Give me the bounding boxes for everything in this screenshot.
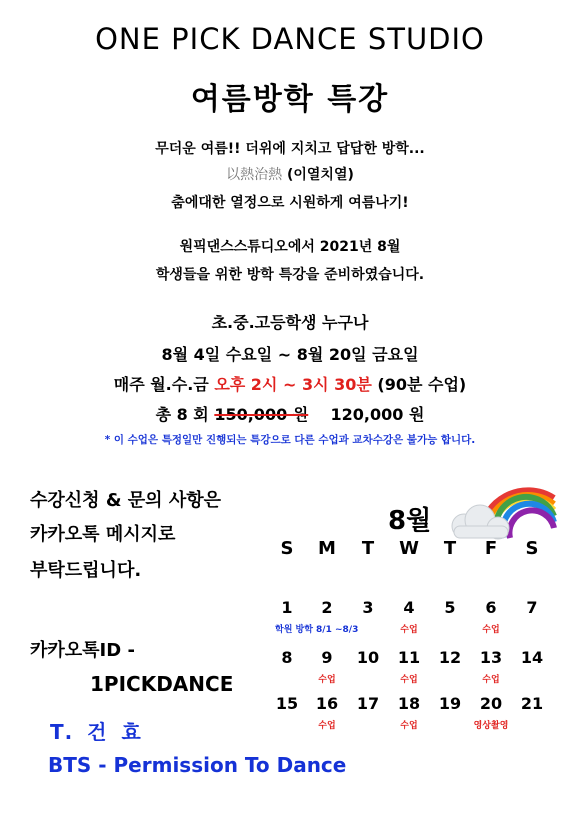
calendar-day: 7: [526, 598, 538, 617]
teacher-name: T. 건 효: [50, 720, 145, 744]
schedule-suffix: (90분 수업): [377, 375, 467, 394]
page-subtitle: 여름방학 특강: [190, 82, 390, 117]
calendar-day: 16: [315, 694, 339, 713]
calendar-day: 18: [397, 694, 421, 713]
calendar-day: 19: [438, 694, 462, 713]
calendar-day-tag: 학원 방학 8/1 ~8/3: [275, 625, 359, 635]
contact-line-1: 수강신청 & 문의 사항은: [30, 490, 221, 511]
calendar-day: 1: [281, 598, 293, 617]
kakao-id: 1PICKDANCE: [90, 672, 234, 696]
weekday-header: S: [525, 538, 539, 559]
weekday-header: S: [280, 538, 294, 559]
calendar-day: 10: [356, 648, 380, 667]
calendar-day-tag: 수업: [482, 675, 500, 685]
weekday-header: T: [361, 538, 375, 559]
weekday-header: M: [318, 538, 336, 559]
price-line: [0, 402, 580, 425]
count-prefix: 총 8 회: [155, 405, 209, 424]
calendar-day-tag: 수업: [318, 721, 336, 731]
calendar-day-tag: 수업: [482, 625, 500, 635]
calendar-day: 11: [397, 648, 421, 667]
hanja-text: 以熱治熱: [226, 167, 283, 183]
kakao-label: 카카오톡ID -: [30, 640, 135, 661]
schedule-prefix: 매주 월.수.금: [113, 375, 209, 394]
calendar-day: 5: [444, 598, 456, 617]
hanja-reading: (이열치열): [286, 167, 354, 183]
target-line: 초.중.고등학생 누구나: [211, 313, 369, 332]
calendar-month: 8월: [388, 506, 432, 536]
schedule-time: 오후 2시 ~ 3시 30분: [214, 375, 372, 394]
weekday-header: T: [443, 538, 457, 559]
contact-line-2: 카카오톡 메시지로: [30, 524, 176, 545]
calendar-day: 9: [321, 648, 333, 667]
weekday-header: W: [399, 538, 419, 559]
intro-line-3: 춤에대한 열정으로 시원하게 여름나기!: [171, 195, 409, 211]
calendar-day: 21: [520, 694, 544, 713]
intro-line-5: 학생들을 위한 방학 특강을 준비하였습니다.: [155, 267, 425, 283]
calendar-day: 12: [438, 648, 462, 667]
calendar-day: 3: [362, 598, 374, 617]
schedule-line: [0, 372, 580, 395]
period-line: 8월 4일 수요일 ~ 8월 20일 금요일: [161, 345, 419, 364]
calendar-day-tag: 수업: [400, 675, 418, 685]
intro-line-1: 무더운 여름!! 더위에 지치고 답답한 방학...: [155, 141, 425, 157]
page-title: ONE PICK DANCE STUDIO: [95, 22, 485, 56]
calendar-day: 14: [520, 648, 544, 667]
calendar-day: 2: [321, 598, 333, 617]
sale-price: 120,000 원: [330, 405, 425, 424]
calendar-day: 8: [281, 648, 293, 667]
calendar-day: 13: [479, 648, 503, 667]
calendar-day: 17: [356, 694, 380, 713]
intro-line-4: 원픽댄스스튜디오에서 2021년 8월: [179, 239, 401, 255]
calendar-day: 6: [485, 598, 497, 617]
contact-line-3: 부탁드립니다.: [30, 560, 142, 581]
calendar-day: 20: [479, 694, 503, 713]
calendar-day: 4: [403, 598, 415, 617]
calendar-day-tag: 수업: [318, 675, 336, 685]
rainbow-cloud-icon: [450, 480, 560, 540]
calendar-day-tag: 수업: [400, 721, 418, 731]
weekday-header: F: [484, 538, 498, 559]
calendar-day-tag: 수업: [400, 625, 418, 635]
calendar-day-tag: 영상촬영: [473, 721, 509, 731]
calendar-day: 15: [275, 694, 299, 713]
original-price: 150,000 원: [214, 405, 309, 424]
intro-line-2: [0, 164, 580, 184]
notice-text: * 이 수업은 특정일만 진행되는 특강으로 다른 수업과 교차수강은 불가능 합니다.: [104, 434, 476, 446]
song-title: BTS - Permission To Dance: [48, 753, 347, 777]
